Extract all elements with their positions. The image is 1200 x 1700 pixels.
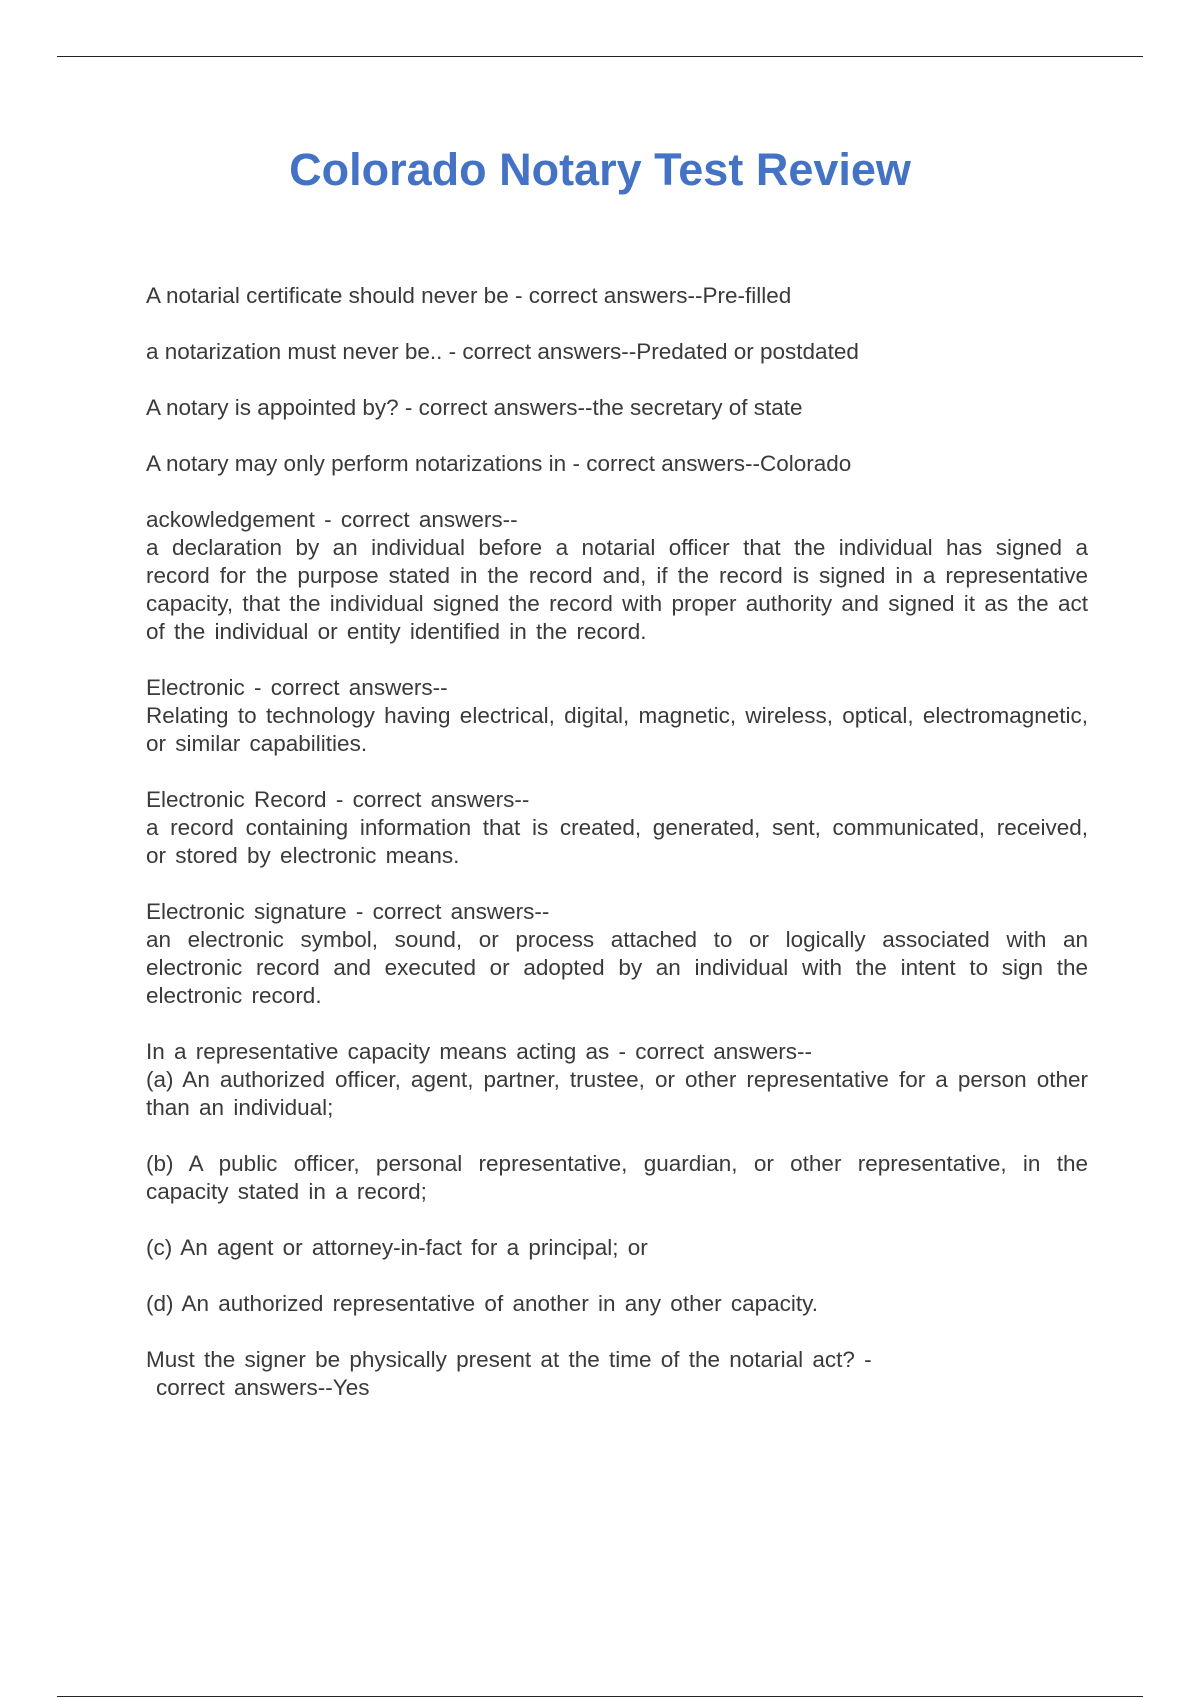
qa-answer: an electronic symbol, sound, or process attached to or logically associated with an electronic record and executed or adopted by an individual with the intent to sign the electronic record. xyxy=(146,927,1088,1008)
qa-item xyxy=(146,394,1088,422)
qa-question: ackowledgement - correct answers-- xyxy=(146,507,518,532)
qa-text: A notarial certificate should never be - correct answers--Pre-filled xyxy=(146,283,792,308)
qa-item xyxy=(146,1150,1088,1206)
qa-question: In a representative capacity means acting as - correct answers-- xyxy=(146,1039,813,1064)
qa-answer: correct answers--Yes xyxy=(156,1375,370,1400)
qa-question: Electronic signature - correct answers-- xyxy=(146,899,550,924)
qa-answer: (a) An authorized officer, agent, partner, trustee, or other representative for a person other than an individual; xyxy=(146,1067,1088,1120)
qa-list xyxy=(146,282,1088,1430)
qa-item xyxy=(146,786,1088,870)
qa-question: Electronic Record - correct answers-- xyxy=(146,787,530,812)
qa-answer: a record containing information that is created, generated, sent, communicated, received, or stored by electronic means. xyxy=(146,815,1088,868)
qa-question: Electronic - correct answers-- xyxy=(146,675,448,700)
qa-answer: Relating to technology having electrical, digital, magnetic, wireless, optical, electromagnetic, or similar capabilities. xyxy=(146,703,1088,756)
header-rule xyxy=(57,56,1143,57)
qa-item xyxy=(146,674,1088,758)
qa-text: a notarization must never be.. - correct answers--Predated or postdated xyxy=(146,339,859,364)
qa-text: A notary may only perform notarizations in - correct answers--Colorado xyxy=(146,451,852,476)
qa-question: Must the signer be physically present at the time of the notarial act? - xyxy=(146,1347,872,1372)
qa-item xyxy=(146,1038,1088,1122)
qa-item xyxy=(146,1290,1088,1318)
qa-item xyxy=(146,898,1088,1010)
qa-text: (d) An authorized representative of another in any other capacity. xyxy=(146,1291,818,1316)
qa-text: A notary is appointed by? - correct answers--the secretary of state xyxy=(146,395,803,420)
qa-item xyxy=(146,1234,1088,1262)
qa-item xyxy=(146,1346,1088,1402)
footer-rule xyxy=(57,1696,1143,1697)
qa-item xyxy=(146,282,1088,310)
qa-text: (c) An agent or attorney-in-fact for a principal; or xyxy=(146,1235,648,1260)
qa-item xyxy=(146,506,1088,646)
qa-item xyxy=(146,338,1088,366)
qa-answer: a declaration by an individual before a notarial officer that the individual has signed a record for the purpose stated in the record and, if the record is signed in a representative capacity, that the individual signed the record with proper authority and signed it as the act of the individual or entity identified in the record. xyxy=(146,535,1088,644)
qa-item xyxy=(146,450,1088,478)
qa-text: (b) A public officer, personal representative, guardian, or other representative, in the capacity stated in a record; xyxy=(146,1151,1088,1204)
page-title: Colorado Notary Test Review xyxy=(289,144,911,195)
